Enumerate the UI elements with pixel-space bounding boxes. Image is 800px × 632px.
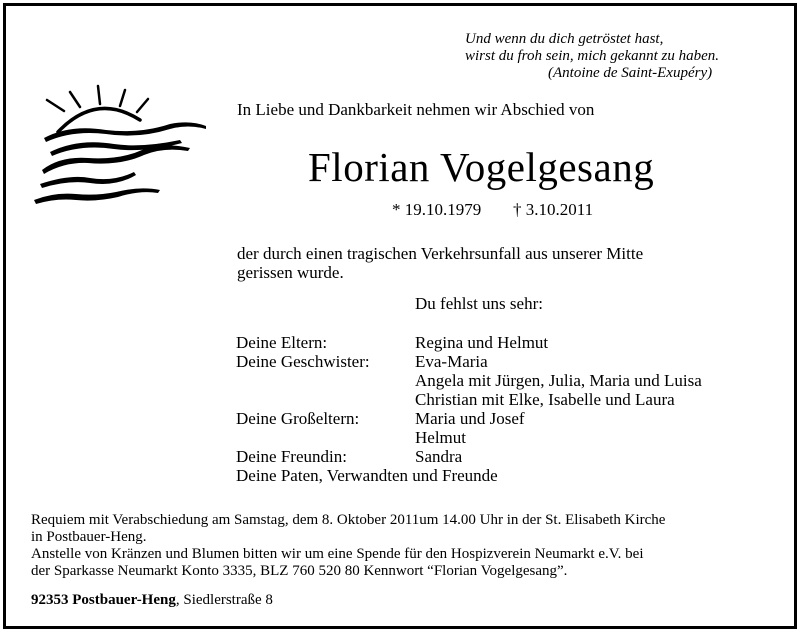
address-place: 92353 Postbauer-Heng (31, 592, 176, 608)
birth-date: * 19.10.1979 (392, 200, 482, 219)
intro-text: In Liebe und Dankbarkeit nehmen wir Abschied von (237, 100, 595, 119)
family-label-siblings: Deine Geschwister: (236, 352, 370, 371)
family-label-parents: Deine Eltern: (236, 333, 328, 352)
cause-line-2: gerissen wurde. (237, 263, 344, 282)
family-name: Regina und Helmut (415, 333, 549, 352)
donation-line-2: der Sparkasse Neumarkt Konto 3335, BLZ 760 520 80 Kennwort “Florian Vogelgesang”. (31, 563, 568, 579)
quote-author: (Antoine de Saint-Exupéry) (548, 65, 713, 81)
family-name: Helmut (415, 428, 466, 447)
address-street: , Siedlerstraße 8 (175, 592, 273, 608)
closing-line: Deine Paten, Verwandten und Freunde (236, 466, 498, 485)
family-name: Eva-Maria (415, 352, 488, 371)
family-label-girlfriend: Deine Freundin: (236, 447, 347, 466)
cause-line-1: der durch einen tragischen Verkehrsunfall aus unserer Mitte (237, 244, 644, 263)
requiem-line-1: Requiem mit Verabschiedung am Samstag, dem 8. Oktober 2011um 14.00 Uhr in der St. Elisabeth Kirche (31, 512, 666, 528)
deceased-name: Florian Vogelgesang (308, 144, 655, 190)
family-name: Maria und Josef (415, 409, 525, 428)
address (31, 592, 273, 609)
family-label-grandparents: Deine Großeltern: (236, 409, 360, 428)
quote-line-1: Und wenn du dich getröstet hast, (465, 31, 664, 47)
death-date: † 3.10.2011 (513, 200, 594, 219)
missed-text: Du fehlst uns sehr: (415, 294, 543, 313)
sunrise-hills-icon (30, 80, 210, 215)
family-name: Angela mit Jürgen, Julia, Maria und Luisa (415, 371, 702, 390)
family-name: Christian mit Elke, Isabelle und Laura (415, 390, 675, 409)
family-name: Sandra (415, 447, 463, 466)
donation-line-1: Anstelle von Kränzen und Blumen bitten wir um eine Spende für den Hospizverein Neumarkt e.V. bei (31, 546, 644, 562)
quote-line-2: wirst du froh sein, mich gekannt zu haben. (465, 48, 720, 64)
requiem-line-2: in Postbauer-Heng. (31, 529, 147, 545)
